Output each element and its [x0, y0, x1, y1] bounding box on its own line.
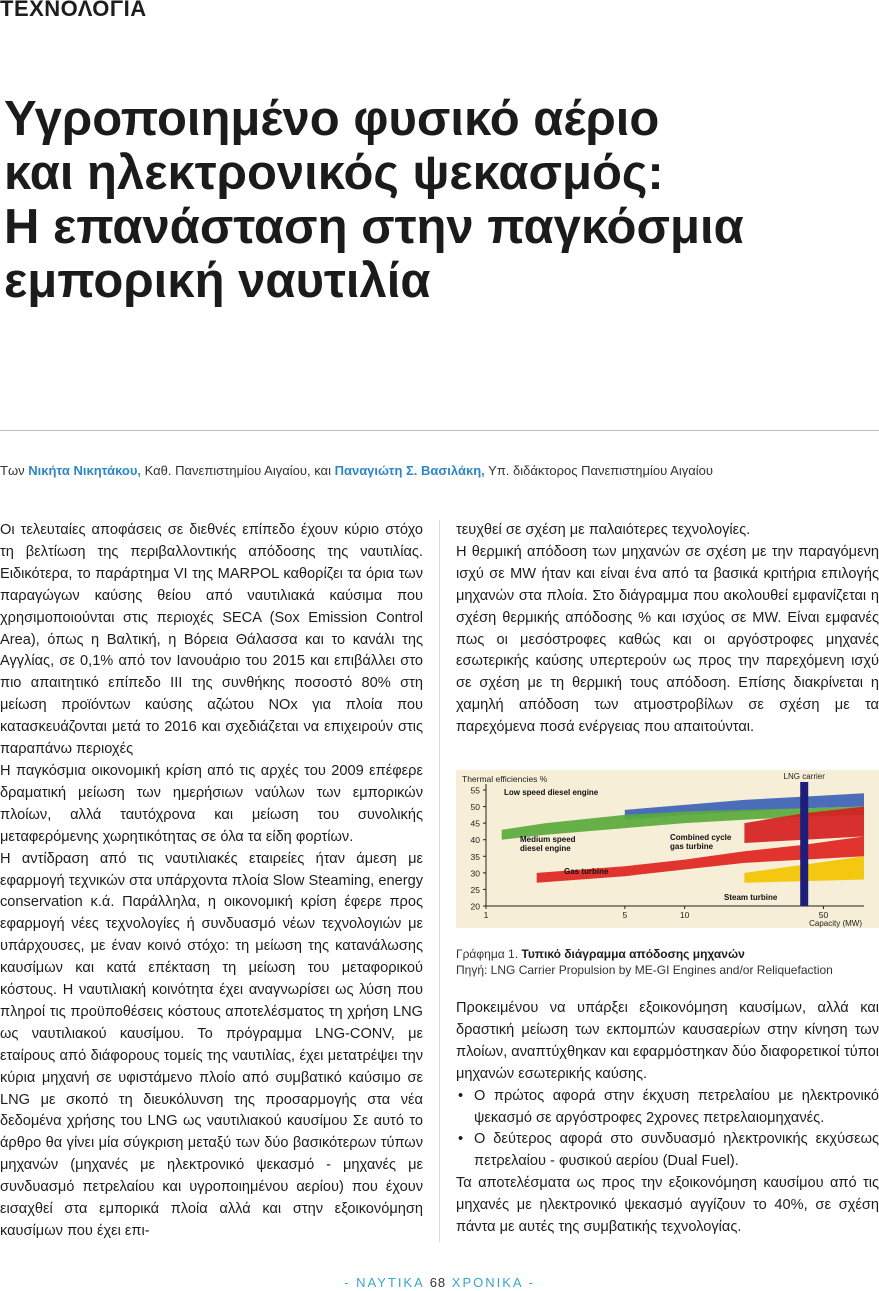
body-paragraph: Τα αποτελέσματα ως προς την εξοικονόμηση καυσίμου από τις μηχανές με ηλεκτρονικό ψεκασμό αγγίζουν το 40%, σε σχέση πάντα με αυτές της συμβατικής τεχνολογίας. — [456, 1175, 879, 1236]
bullet-list — [456, 1086, 879, 1174]
x-tick-label: 5 — [622, 910, 628, 920]
page-number: 68 — [429, 1275, 447, 1290]
series-label: Gas turbine — [564, 867, 609, 876]
article-title — [4, 92, 864, 308]
y-tick-label: 45 — [470, 818, 480, 829]
y-tick-label: 35 — [470, 851, 480, 862]
bullet-dot: • — [458, 1131, 464, 1148]
byline-prefix: Των — [0, 463, 25, 478]
author-1-affiliation: Καθ. Πανεπιστημίου Αιγαίου, και — [144, 463, 331, 478]
author-2-affiliation: Υπ. διδάκτορος Πανεπιστημίου Αιγαίου — [488, 463, 713, 478]
series-label-line: gas turbine — [670, 842, 714, 851]
y-tick-label: 55 — [470, 785, 480, 796]
series-label-line: Combined cycle — [670, 833, 732, 842]
series-label — [670, 833, 732, 851]
title-line: εμπορική ναυτιλία — [4, 254, 431, 308]
y-tick-label: 30 — [470, 868, 480, 879]
bullet-text: Ο δεύτερος αφορά στο συνδυασμό ηλεκτρονικής εκχύσεως πετρελαίου - φυσικού αερίου (Dual Fuel). — [474, 1131, 879, 1170]
body-paragraph: τευχθεί σε σχέση με παλαιότερες τεχνολογίες. — [456, 522, 751, 538]
figure-number: Γράφημα 1. — [456, 947, 519, 961]
figure-caption — [456, 946, 879, 978]
series-label: Steam turbine — [724, 893, 778, 902]
y-tick-label: 40 — [470, 835, 480, 846]
series-label — [520, 835, 576, 853]
figure-source: Πηγή: LNG Carrier Propulsion by ME-GI Engines and/or Reliquefaction — [456, 963, 833, 977]
body-column-right-top — [456, 520, 879, 739]
bullet-dot: • — [458, 1087, 464, 1104]
bullet-item — [456, 1129, 879, 1173]
efficiency-chart-svg — [456, 770, 879, 928]
y-tick-label: 50 — [470, 802, 480, 813]
lng-carrier-label: LNG carrier — [783, 772, 825, 781]
body-column-left — [0, 520, 423, 1243]
title-line: και ηλεκτρονικός ψεκασμός: — [4, 146, 664, 200]
series-label-line: diesel engine — [520, 844, 571, 853]
footer-magazine-right: ΧΡΟΝΙΚΑ - — [451, 1275, 535, 1290]
title-line: Υγροποιημένο φυσικό αέριο — [4, 92, 660, 146]
title-divider — [0, 430, 879, 431]
column-divider — [439, 520, 440, 1242]
x-axis-label: Capacity (MW) — [809, 919, 862, 928]
body-paragraph: Η αντίδραση από τις ναυτιλιακές εταιρείες ήταν άμεση με εφαρμογή τεχνικών στα υπάρχοντα πλοία Slow Steaming, energy conservation κ.ά. Παράλληλα, η οικονομική κρίση έφερε προς εφαρμογή νέες τεχνολογίες ή συνδυασμό νέων τεχνολογιών με υπάρχουσες, με έναν κοινό στόχο: τη μείωση της κατανάλωσης καυσίμων και κατά επέκταση τη μείωση του μεταφορικού κόστους. Η ναυτιλιακή κοινότητα έχει αναγνωρίσει ως λύση που πληροί τις προϋποθέσεις κόστους αποτελέσματος τη χρήση LNG ως ναυτιλιακού καυσίμου. Το πρόγραμμα LNG-CONV, με εταίρους από διάφορους τομείς της ναυτιλίας, έχει μετατρέψει την κύρια μηχανή σε υφιστάμενο πλοίο από συμβατικό καύσιμο σε LNG με σκοπό τη διευκόλυνση της προσαρμογής στα νέα δεδομένα χρήσης του LNG ως ναυτιλιακού καυσίμου Σε αυτό το άρθρο θα γίνει μία σύγκριση μεταξύ των δύο βασικότερων τύπων μηχανών (μηχανές με ηλεκτρονικό ψεκασμό - μηχανές με συνδυασμό πετρελαίου και υγροποιημένου αερίου) που έχουν εισαχθεί στα εμπορικά πλοία αλλά και στην εξοικονόμηση καυσίμων που έχει επι- — [0, 850, 423, 1239]
series-label-line: Medium speed — [520, 835, 576, 844]
series-label: Low speed diesel engine — [504, 788, 599, 797]
bullet-item — [456, 1086, 879, 1130]
title-line: Η επανάσταση στην παγκόσμια — [4, 200, 744, 254]
efficiency-chart — [456, 770, 879, 928]
byline — [0, 462, 879, 480]
section-label: ΤΕΧΝΟΛΟΓΙΑ — [0, 0, 147, 21]
bullet-text: Ο πρώτος αφορά στην έκχυση πετρελαίου με ηλεκτρονικό ψεκασμό σε αργόστροφες 2χρονες πετρελαιομηχανές. — [474, 1087, 879, 1126]
author-2: Παναγιώτη Σ. Βασιλάκη, — [334, 463, 485, 478]
footer-magazine-left: - ΝΑΥΤΙΚΑ — [344, 1275, 425, 1290]
body-column-right-bottom — [456, 998, 879, 1239]
page-footer — [0, 1275, 879, 1290]
lng-carrier-marker — [800, 782, 808, 906]
body-paragraph: Οι τελευταίες αποφάσεις σε διεθνές επίπεδο έχουν κύριο στόχο τη βελτίωση της περιβαλλοντικής απόδοσης της ναυτιλίας. Ειδικότερα, το παράρτημα VI της MARPOL καθορίζει τα όρια των παραγώγων καύσης θείου από ναυτιλιακά καύσιμα που χρησιμοποιούνται στις περιοχές SECA (Sox Emission Control Area), όπως η Βαλτική, η Βόρεια Θάλασσα και το κανάλι της Αγγλίας, σε 0,1% από τον Ιανουάριο του 2015 και επιβάλλει στο πιο απαιτητικό επίπεδο III της συνθήκης ποσοστό 80% στη μείωση προϊόντων καύσης αζώτου NOx για πλοία που κατασκευάζονται μετά το 2016 και σχεδιάζεται να επιχειρούν στις παραπάνω περιοχές — [0, 522, 423, 758]
body-paragraph: Η παγκόσμια οικονομική κρίση από τις αρχές του 2009 επέφερε δραματική μείωση των ημερήσιων ναύλων των εμπορικών πλοίων, αλλά ταυτόχρονα και μείωση του συνολικής μεταφερόμενης χωρητικότητας σε όλα τα είδη φορτίων. — [0, 762, 423, 845]
body-paragraph: Προκειμένου να υπάρξει εξοικονόμηση καυσίμων, αλλά και δραστική μείωση των εκπομπών καυσαερίων στην κίνηση των πλοίων, αναπτύχθηκαν και εφαρμόστηκαν δύο διαφορετικοί τύποι μηχανών εσωτερικής καύσης. — [456, 1000, 879, 1082]
body-paragraph: Η θερμική απόδοση των μηχανών σε σχέση με την παραγόμενη ισχύ σε MW ήταν και είναι ένα από τα βασικά κριτήρια επιλογής μηχανών στα πλοία. Στο διάγραμμα που ακολουθεί εμφανίζεται η σχέση θερμικής απόδοσης % και ισχύος σε MW. Είναι εμφανές πως οι μεσόστροφες καθώς και οι αργόστροφες μηχανές εσωτερικής καύσης υπερτερούν ως προς την παρεχόμενη ισχύ σε σχέση με τη θερμική τους απόδοση. Επίσης διακρίνεται η χαμηλή απόδοση των ατμοστροβίλων σε σχέση με τα παρεχόμενα ποσά ενέργειας που απαιτούνται. — [456, 543, 879, 736]
chart-title: Thermal efficiencies % — [462, 774, 548, 784]
y-tick-label: 25 — [470, 884, 480, 895]
figure-title: Τυπικό διάγραμμα απόδοσης μηχανών — [521, 947, 745, 961]
y-tick-label: 20 — [470, 901, 480, 912]
x-tick-label: 10 — [679, 910, 690, 920]
author-1: Νικήτα Νικητάκου, — [28, 463, 142, 478]
x-tick-label: 1 — [483, 910, 489, 920]
x-tick-label: 50 — [818, 910, 829, 920]
